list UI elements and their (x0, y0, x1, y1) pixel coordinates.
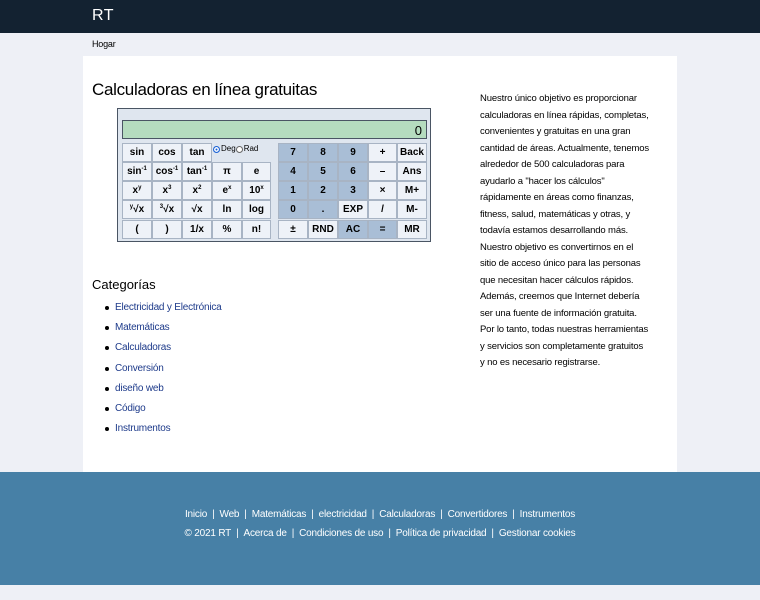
deg-option[interactable]: Deg (213, 143, 236, 155)
decimal-key[interactable]: . (308, 200, 338, 219)
footer-link-math[interactable]: Matemáticas (251, 509, 307, 520)
all-clear-key[interactable]: AC (338, 220, 368, 239)
key-7[interactable]: 7 (278, 143, 308, 162)
footer-brand-link[interactable]: RT (218, 528, 232, 539)
key-8[interactable]: 8 (308, 143, 338, 162)
categories-heading: Categorías (92, 277, 156, 292)
ten-power-key[interactable]: 10$^x$ (242, 181, 271, 200)
footer-link-tools[interactable]: Instrumentos (519, 509, 576, 520)
footer-nav: Inicio | Web | Matemáticas | electricidad | Calculadoras | Convertidores | Instrumentos (184, 509, 576, 520)
square-key[interactable]: $x^2$ (182, 181, 212, 200)
category-link-code[interactable]: Código (115, 402, 146, 414)
footer-legal: © 2021 RT | Acerca de | Condiciones de uso | Política de privacidad | Gestionar cookies (184, 528, 576, 539)
footer (0, 472, 760, 585)
log-key[interactable]: log (242, 200, 271, 219)
memory-plus-key[interactable]: M+ (397, 181, 427, 200)
category-link-electricity[interactable]: Electricidad y Electrónica (115, 302, 222, 313)
footer-link-home[interactable]: Inicio (184, 509, 208, 520)
multiply-key[interactable]: × (368, 181, 397, 200)
rad-radio-icon (236, 146, 243, 153)
exp-key[interactable]: EXP (338, 200, 368, 219)
yroot-key[interactable]: $^y$√x (122, 200, 152, 219)
cuberoot-key[interactable]: $^3$√x (152, 200, 182, 219)
exp-e-key[interactable]: $e^x$ (212, 181, 242, 200)
key-5[interactable]: 5 (308, 162, 338, 181)
site-logo[interactable]: RT (92, 7, 115, 24)
scientific-calculator (117, 108, 431, 242)
deg-radio-icon (213, 146, 220, 153)
percent-key[interactable]: % (212, 220, 242, 239)
footer-link-converters[interactable]: Convertidores (447, 509, 508, 520)
footer-link-about[interactable]: Acerca de (243, 528, 287, 539)
footer-link-web[interactable]: Web (219, 509, 240, 520)
footer-link-electricity[interactable]: electricidad (318, 509, 367, 520)
copyright-text: © 2021 (184, 528, 216, 539)
footer-link-cookies[interactable]: Gestionar cookies (498, 528, 576, 539)
key-1[interactable]: 1 (278, 181, 308, 200)
category-link-tools[interactable]: Instrumentos (115, 423, 171, 435)
cos-key[interactable]: cos (152, 143, 182, 162)
back-key[interactable]: Back (397, 143, 427, 162)
category-link-math[interactable]: Matemáticas (115, 322, 170, 334)
factorial-key[interactable]: n! (242, 220, 271, 239)
rad-option[interactable]: Rad (236, 143, 259, 155)
tan-key[interactable]: tan (182, 143, 212, 162)
key-2[interactable]: 2 (308, 181, 338, 200)
pi-key[interactable]: π (212, 162, 242, 181)
open-paren-key[interactable]: ( (122, 220, 152, 239)
scientific-keypad (122, 143, 271, 239)
acos-key[interactable]: $\cos^{-1}$ (152, 162, 182, 181)
category-link-calculators[interactable]: Calculadoras (115, 342, 171, 354)
calculator-display: 0 (122, 120, 427, 139)
about-paragraph: Nuestro único objetivo es proporcionar calculadoras en línea rápidas, completas, convenientes y gratuitas en una gran cantidad de áreas. Actualmente, tenemos alrededor de 500 calculadoras para ayudarlo a "hacer los cálculos" rápidamente en áreas como finanzas, fitness, salud, matemáticas y otras, y todavía estamos desarrollando más. Nuestro objetivo es convertirnos en el sitio de acceso único para las personas que necesitan hacer cálculos rápidos. Además, creemos que Internet debería ser una fuente de información gratuita. Por lo tanto, todas nuestras herramientas y servicios son completamente gratuitos y no es necesario registrarse. (480, 93, 649, 368)
asin-key[interactable]: $\sin^{-1}$ (122, 162, 152, 181)
sqrt-key[interactable]: √x (182, 200, 212, 219)
category-link-conversion[interactable]: Conversión (115, 362, 164, 374)
top-navbar (0, 0, 760, 33)
ln-key[interactable]: ln (212, 200, 242, 219)
numeric-keypad (278, 143, 427, 239)
key-0[interactable]: 0 (278, 200, 308, 219)
plus-key[interactable]: + (368, 143, 397, 162)
memory-minus-key[interactable]: M- (397, 200, 427, 219)
key-4[interactable]: 4 (278, 162, 308, 181)
reciprocal-key[interactable]: 1/x (182, 220, 212, 239)
divide-key[interactable]: / (368, 200, 397, 219)
page-title: Calculadoras en línea gratuitas (92, 80, 318, 99)
cube-key[interactable]: $x^3$ (152, 181, 182, 200)
footer-link-privacy[interactable]: Política de privacidad (395, 528, 487, 539)
key-3[interactable]: 3 (338, 181, 368, 200)
ans-key[interactable]: Ans (397, 162, 427, 181)
atan-key[interactable]: $\tan^{-1}$ (182, 162, 212, 181)
minus-key[interactable]: – (368, 162, 397, 181)
e-key[interactable]: e (242, 162, 271, 181)
key-6[interactable]: 6 (338, 162, 368, 181)
plus-minus-key[interactable]: ± (278, 220, 308, 239)
breadcrumb-home[interactable]: Hogar (92, 39, 116, 49)
footer-link-calculators[interactable]: Calculadoras (379, 509, 436, 520)
sin-key[interactable]: sin (122, 143, 152, 162)
random-key[interactable]: RND (308, 220, 338, 239)
category-link-web-design[interactable]: diseño web (115, 382, 164, 394)
memory-recall-key[interactable]: MR (397, 220, 427, 239)
close-paren-key[interactable]: ) (152, 220, 182, 239)
key-9[interactable]: 9 (338, 143, 368, 162)
power-key[interactable]: $x^y$ (122, 181, 152, 200)
angle-mode-toggle (213, 143, 271, 162)
equals-key[interactable]: = (368, 220, 397, 239)
footer-link-terms[interactable]: Condiciones de uso (299, 528, 384, 539)
